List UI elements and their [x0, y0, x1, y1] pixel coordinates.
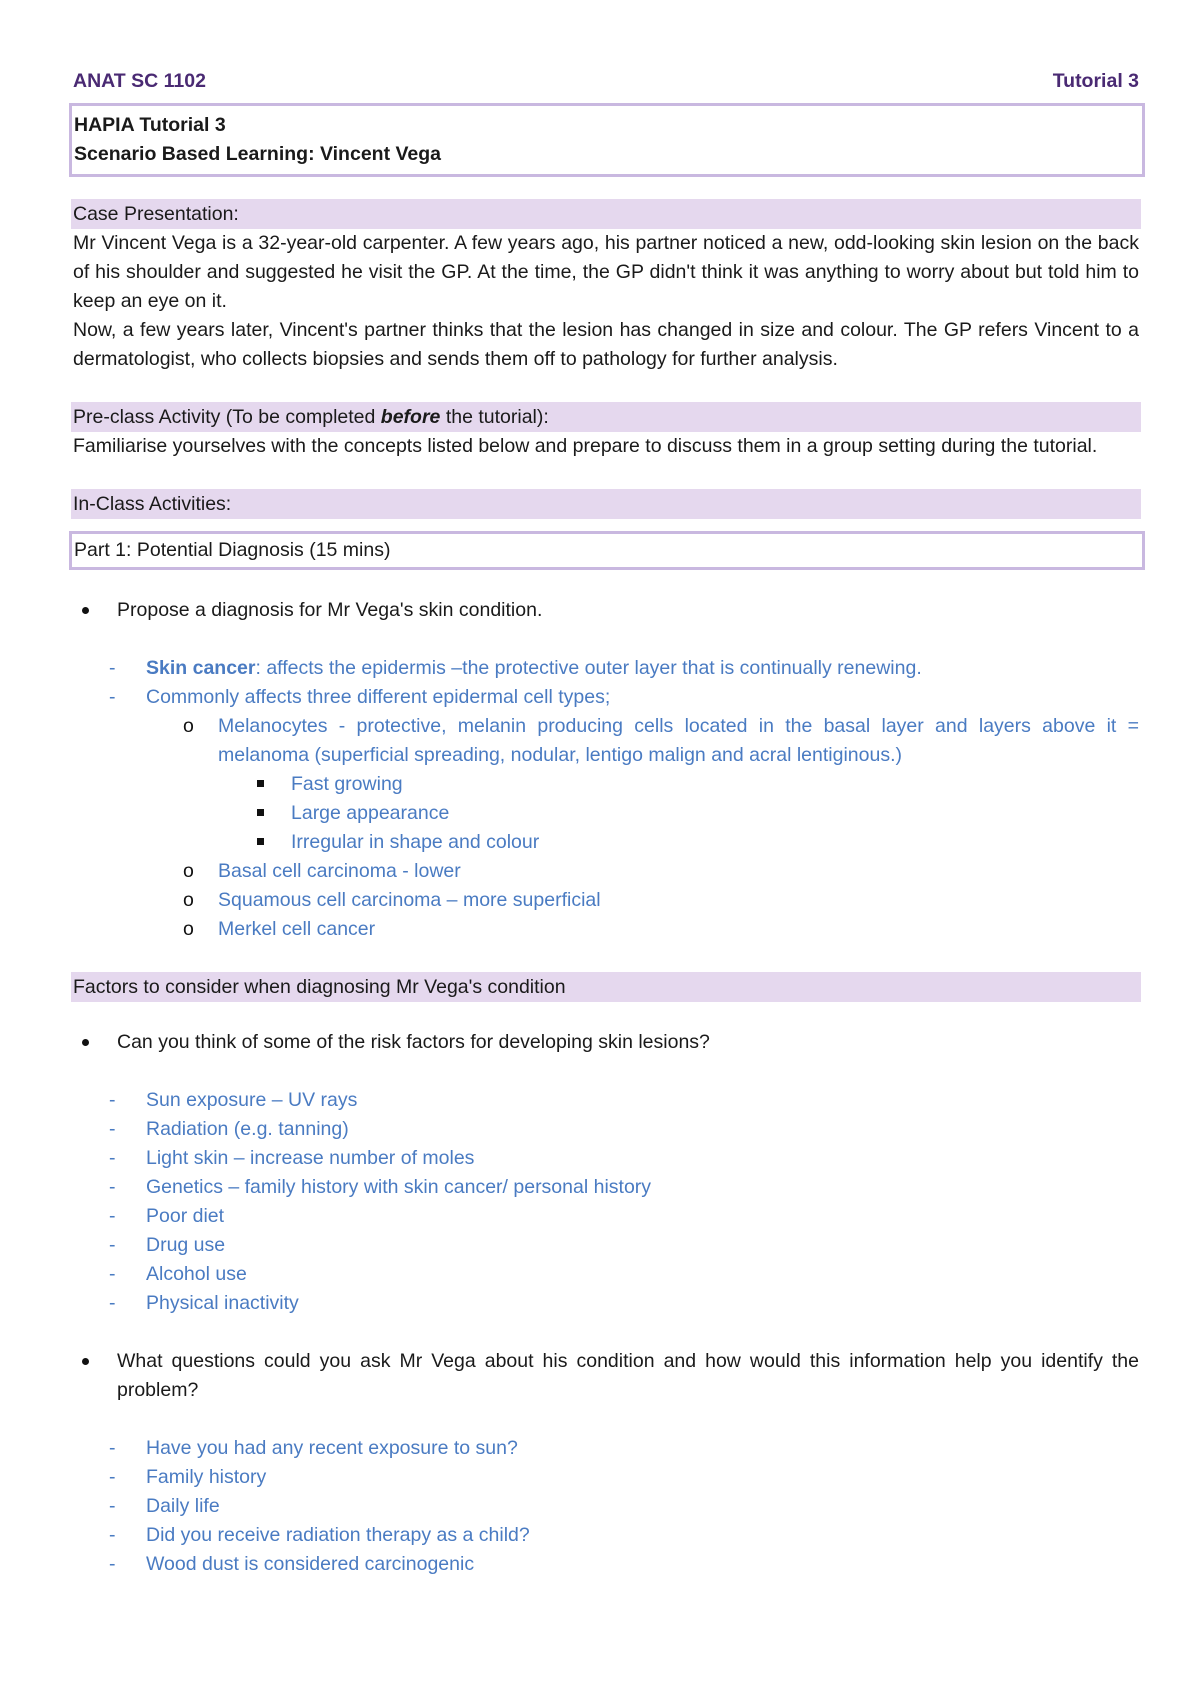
title-line-2: Scenario Based Learning: Vincent Vega [74, 143, 442, 165]
patient-question-text: Did you receive radiation therapy as a child? [146, 1524, 530, 1546]
square-bullet-icon [257, 838, 264, 845]
square-bullet-icon [257, 809, 264, 816]
questions-to-ask [73, 1347, 1139, 1405]
patient-question-list [73, 1434, 1139, 1579]
risk-factor-text: Genetics – family history with skin cancer/ personal history [146, 1176, 652, 1198]
dash-icon: - [109, 1089, 116, 1111]
cell-type-text: Squamous cell carcinoma – more superficial [218, 889, 601, 911]
factors-question-list-2 [73, 1347, 1139, 1405]
cell-type-list-2 [73, 857, 1139, 944]
patient-question-text: Daily life [146, 1495, 220, 1517]
risk-factor-text: Radiation (e.g. tanning) [146, 1118, 349, 1140]
answer-cell-types [73, 683, 1139, 712]
risk-factor-list [73, 1086, 1139, 1318]
tutorial-label: Tutorial 3 [1052, 70, 1139, 92]
part1-question-list [73, 596, 1139, 625]
risk-factor [73, 1144, 1139, 1173]
preclass-heading-pre: Pre-class Activity (To be completed [73, 406, 381, 428]
risk-factor [73, 1173, 1139, 1202]
patient-question [73, 1434, 1139, 1463]
risk-factor-text: Physical inactivity [146, 1292, 299, 1314]
factors-question-list-1 [73, 1028, 1139, 1057]
cell-type-list [73, 712, 1139, 770]
preclass-text: Familiarise yourselves with the concepts listed below and prepare to discuss them in a group setting during the tutorial. [73, 435, 1098, 457]
case-paragraph-1: Mr Vincent Vega is a 32-year-old carpenter. A few years ago, his partner noticed a new, odd-looking skin lesion on the back of his shoulder and suggested he visit the GP. At the time, the GP didn't think it was anything to worry about but told him to keep an eye on it. [73, 232, 1139, 312]
cell-type [73, 886, 1139, 915]
document-page [73, 70, 1139, 1579]
risk-factor-text: Alcohol use [146, 1263, 247, 1285]
bullet-icon [82, 1358, 89, 1365]
patient-question [73, 1550, 1139, 1579]
answer-skin-cancer [73, 654, 1139, 683]
preclass-heading-emphasis: before [380, 406, 441, 428]
inclass-heading: In-Class Activities: [71, 489, 1141, 519]
dash-icon: - [109, 1524, 116, 1546]
preclass-heading-post: the tutorial): [440, 406, 549, 428]
dash-icon: - [109, 1205, 116, 1227]
answer-skin-cancer-bold: Skin cancer [146, 657, 256, 679]
patient-question [73, 1521, 1139, 1550]
melanoma-feature-text: Fast growing [291, 773, 403, 795]
patient-question [73, 1463, 1139, 1492]
risk-factor [73, 1115, 1139, 1144]
case-heading: Case Presentation: [71, 199, 1141, 229]
risk-factor [73, 1289, 1139, 1318]
cell-type [73, 857, 1139, 886]
circle-bullet-icon: o [183, 918, 194, 940]
patient-question-text: Family history [146, 1466, 267, 1488]
dash-icon: - [109, 657, 116, 679]
bullet-icon [82, 607, 89, 614]
questions-to-ask-text: What questions could you ask Mr Vega about his condition and how would this information help you identify the problem? [117, 1350, 1139, 1401]
risk-factor [73, 1202, 1139, 1231]
case-paragraph-2: Now, a few years later, Vincent's partner thinks that the lesion has changed in size and colour. The GP refers Vincent to a dermatologist, who collects biopsies and sends them off to pathology for further analysis. [73, 319, 1139, 370]
risk-factor [73, 1260, 1139, 1289]
dash-icon: - [109, 1495, 116, 1517]
dash-icon: - [109, 1118, 116, 1140]
melanoma-feature [73, 828, 1139, 857]
title-line-1: HAPIA Tutorial 3 [74, 114, 226, 136]
risk-factor [73, 1086, 1139, 1115]
dash-icon: - [109, 1147, 116, 1169]
bullet-icon [82, 1039, 89, 1046]
dash-icon: - [109, 1437, 116, 1459]
dash-icon: - [109, 1176, 116, 1198]
dash-icon: - [109, 1553, 116, 1575]
page-header [73, 70, 1139, 93]
answer-cell-types-text: Commonly affects three different epidermal cell types; [146, 686, 611, 708]
patient-question-text: Have you had any recent exposure to sun? [146, 1437, 518, 1459]
risk-factors-question-text: Can you think of some of the risk factors for developing skin lesions? [117, 1031, 710, 1053]
risk-factors-question [73, 1028, 1139, 1057]
cell-type-melanocytes [73, 712, 1139, 770]
cell-type [73, 915, 1139, 944]
part1-question-text: Propose a diagnosis for Mr Vega's skin condition. [117, 599, 543, 621]
course-code: ANAT SC 1102 [73, 70, 206, 92]
melanoma-features [73, 770, 1139, 857]
cell-type-text: Merkel cell cancer [218, 918, 376, 940]
melanoma-feature [73, 799, 1139, 828]
melanoma-feature [73, 770, 1139, 799]
part1-answers [73, 654, 1139, 712]
dash-icon: - [109, 1263, 116, 1285]
circle-bullet-icon: o [183, 715, 194, 737]
melanocytes-text: Melanocytes - protective, melanin producing cells located in the basal layer and layers above it = melanoma (superficial spreading, nodular, lentigo malign and acral lentiginous.) [218, 715, 1139, 766]
title-box [69, 103, 1145, 177]
circle-bullet-icon: o [183, 889, 194, 911]
melanoma-feature-text: Irregular in shape and colour [291, 831, 540, 853]
patient-question-text: Wood dust is considered carcinogenic [146, 1553, 475, 1575]
factors-heading: Factors to consider when diagnosing Mr Vega's condition [71, 972, 1141, 1002]
melanoma-feature-text: Large appearance [291, 802, 450, 824]
risk-factor-text: Light skin – increase number of moles [146, 1147, 475, 1169]
risk-factor-text: Drug use [146, 1234, 226, 1256]
dash-icon: - [109, 1234, 116, 1256]
part1-question [73, 596, 1139, 625]
dash-icon: - [109, 1466, 116, 1488]
circle-bullet-icon: o [183, 860, 194, 882]
answer-skin-cancer-rest: : affects the epidermis –the protective outer layer that is continually renewing. [255, 657, 922, 679]
dash-icon: - [109, 686, 116, 708]
risk-factor [73, 1231, 1139, 1260]
risk-factor-text: Poor diet [146, 1205, 225, 1227]
dash-icon: - [109, 1292, 116, 1314]
cell-type-text: Basal cell carcinoma - lower [218, 860, 461, 882]
preclass-heading [71, 402, 1141, 432]
square-bullet-icon [257, 780, 264, 787]
risk-factor-text: Sun exposure – UV rays [146, 1089, 358, 1111]
patient-question [73, 1492, 1139, 1521]
part1-heading: Part 1: Potential Diagnosis (15 mins) [69, 531, 1145, 570]
